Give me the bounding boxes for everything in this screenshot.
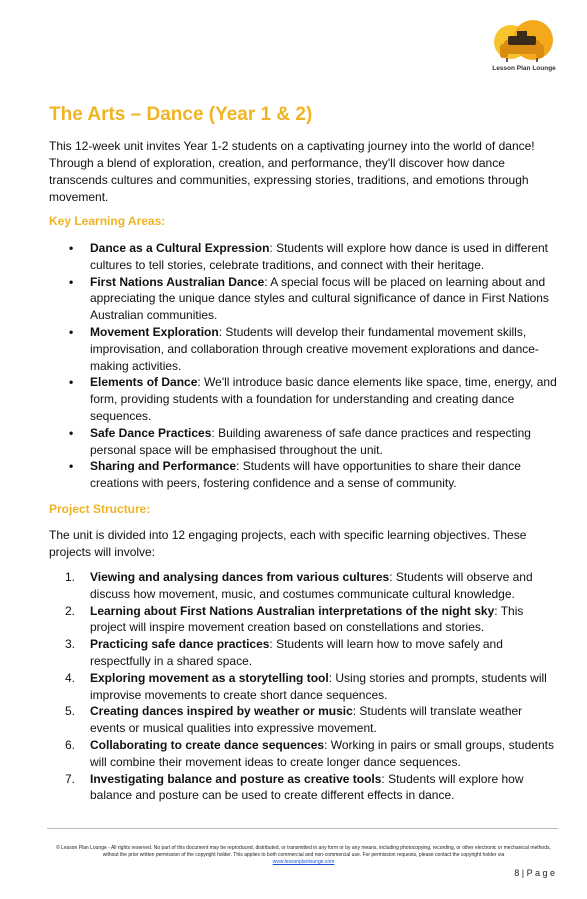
- bullet-icon: •: [69, 459, 74, 474]
- list-item: 6. Collaborating to create dance sequences: Working in pairs or small groups, students will combine their movement ideas to create longer dance sequences.: [65, 737, 554, 769]
- footer-link[interactable]: www.lessonplanlounge.com: [272, 859, 335, 865]
- footer-copyright: © Lesson Plan Lounge - All rights reserved. No part of this document may be reproduced, distributed, or transmitted in any form or by any means, including photocopying, recording, or other electronic or mechanical methods, without the prior written permission of the copyright holder. This applies to both commercial and non-commercial use. For permission requests, please contact the copyright holder via www.lessonplanlounge.com: [56, 845, 551, 865]
- list-item: • Safe Dance Practices: Building awareness of safe dance practices and respecting personal space will be emphasised throughout the unit.: [69, 425, 531, 457]
- key-learning-heading: Key Learning Areas:: [49, 214, 166, 228]
- list-item: 1. Viewing and analysing dances from various cultures: Students will observe and discuss how movement, music, and costumes communicate cultural knowledge.: [65, 570, 533, 601]
- list-item: 5. Creating dances inspired by weather or music: Students will translate weather events or musical qualities into expressive movement.: [65, 704, 523, 736]
- list-item: • First Nations Australian Dance: A special focus will be placed on learning about and appreciating the unique dance styles and cultural significance of dance in First Nations Australian communities.: [69, 274, 549, 323]
- bullet-icon: •: [69, 274, 74, 289]
- key-learning-list: [49, 240, 559, 492]
- bullet-icon: •: [69, 324, 74, 339]
- page-number: 8 | P a g e: [514, 868, 555, 878]
- intro-paragraph: This 12-week unit invites Year 1-2 students on a captivating journey into the world of dance! Through a blend of exploration, creation, and performance, they'll discover how dance transcends cultures and communities, expressing stories, traditions, and emotions through movement.: [49, 139, 535, 204]
- list-item: • Dance as a Cultural Expression: Students will explore how dance is used in different cultures to tell stories, celebrate traditions, and connect with their heritage.: [69, 241, 549, 272]
- bullet-icon: •: [69, 375, 74, 390]
- list-item: • Sharing and Performance: Students will have opportunities to share their dance creations with peers, fostering confidence and a sense of community.: [69, 459, 521, 491]
- page-title: The Arts – Dance (Year 1 & 2): [49, 104, 313, 125]
- list-item: • Elements of Dance: We'll introduce basic dance elements like space, time, energy, and form, providing students with a foundation for understanding and creating dance sequences.: [69, 375, 557, 423]
- bullet-icon: •: [69, 241, 74, 255]
- project-structure-intro: The unit is divided into 12 engaging projects, each with specific learning objectives. These projects will involve:: [49, 528, 527, 559]
- logo-text: Lesson Plan Lounge: [492, 65, 556, 72]
- list-item: 2. Learning about First Nations Australian interpretations of the night sky: This project will inspire movement creation based on constellations and stories.: [65, 603, 524, 635]
- list-item: • Movement Exploration: Students will develop their fundamental movement skills, improvisation, and collaboration through creative movement explorations and dance-making activities.: [69, 324, 539, 373]
- list-item: 4. Exploring movement as a storytelling tool: Using stories and prompts, students will improvise movements to create short dance sequences.: [65, 670, 547, 702]
- list-item: 3. Practicing safe dance practices: Students will learn how to move safely and respectfully in a shared space.: [65, 637, 503, 668]
- list-item: 7. Investigating balance and posture as creative tools: Students will explore how balance and posture can be used to create different effects in dance.: [65, 771, 524, 803]
- project-structure-list: [49, 569, 559, 804]
- footer-divider: [47, 828, 558, 829]
- project-structure-heading: Project Structure:: [49, 502, 151, 516]
- bullet-icon: •: [69, 425, 74, 440]
